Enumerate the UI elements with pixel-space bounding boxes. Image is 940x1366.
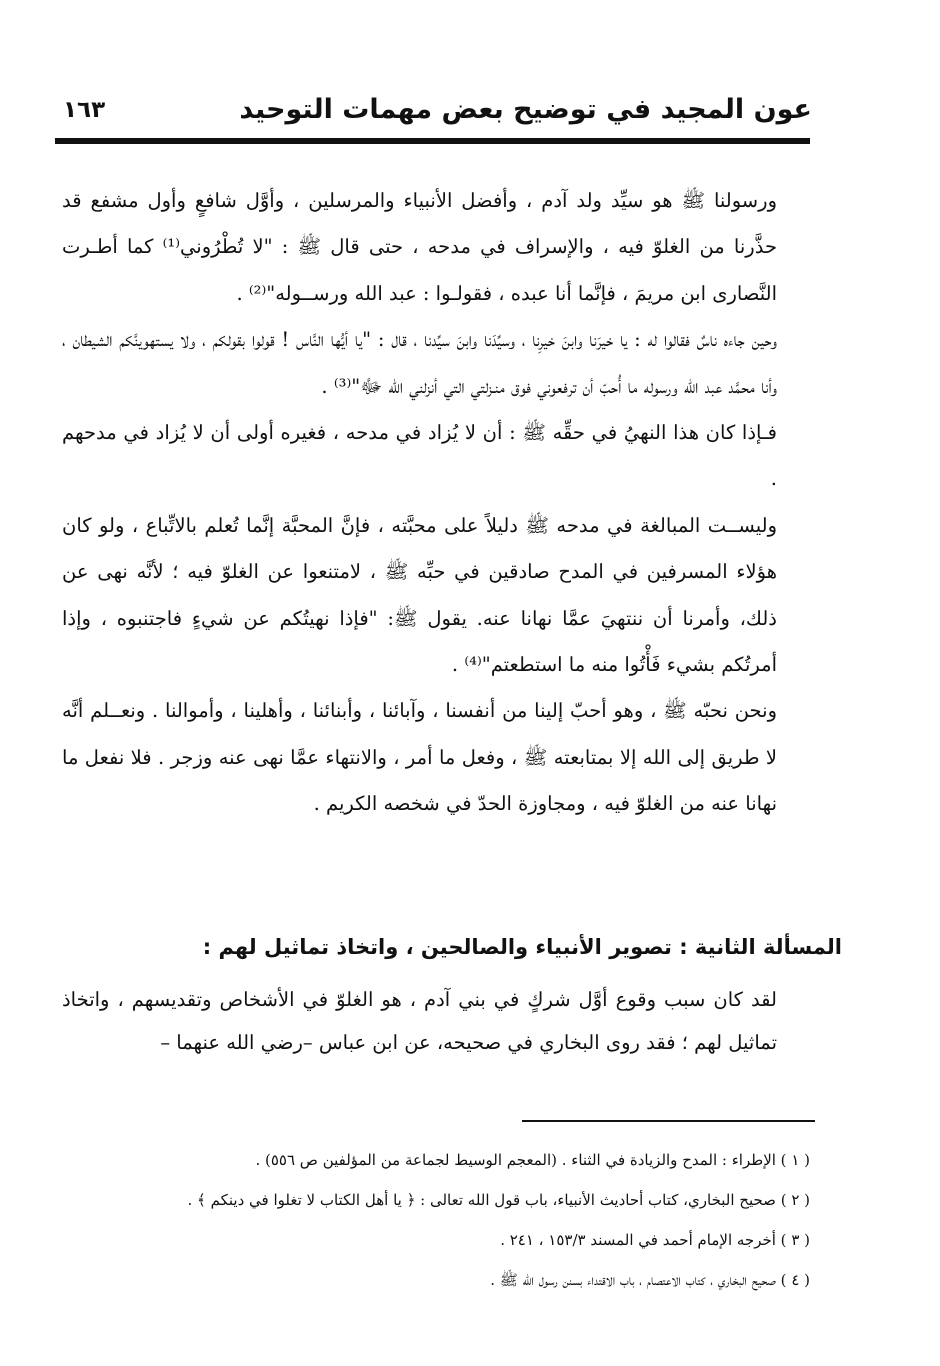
paragraph: ونحن نحبّه ﷺ ، وهو أحبّ إلينا من أنفسنا ، وآبائنا ، وأبنائنا ، وأهلينا ، وأموالنا . ونعــلم أنَّه لا طريق إلى الله إلا بمتابعته ﷺ ، وفعل ما أمر ، والانتهاء عمَّا نهى عنه وزجر . فلا نفعل ما نهانا عنه من الغلوّ فيه ، ومجاوزة الحدّ في شخصه الكريم .: [62, 699, 777, 816]
paragraph: لقد كان سبب وقوع أوَّل شركٍ في بني آدم ، هو الغلوّ في الأشخاص وتقديسهم ، واتخاذ تماثيل لهم ؛ فقد روى البخاري في صحيحه، عن ابن عباس –رضي الله عنهما –: [62, 988, 777, 1054]
footnote: ( ٢ ) صحيح البخاري، كتاب أحاديث الأنبياء، باب قول الله تعالى : ﴿ يا أهل الكتاب لا تغلوا في دينكم ﴾ .: [187, 1191, 810, 1209]
main-text: [62, 178, 777, 828]
footnote-rule: [522, 1120, 815, 1122]
paragraph: وحين جاءه ناسٌ فقالوا له : يا خيرَنا وابنَ خيرِنا ، وسيِّدَنا وابنَ سيِّدنا ، قال : "يا أيُّها النَّاس ! قولوا بقولكم ، ولا يستهوينَّكم الشيطان ، وأنا محمَّد عبد الله ورسوله ما أُحبّ أن ترفعوني فوق منـزلتي التي أنزلني الله ﷻ"⁽³⁾ .: [62, 328, 777, 398]
book-title: عون المجيد في توضيح بعض مهمات التوحيد: [239, 94, 812, 125]
footnotes: [50, 1140, 810, 1300]
running-header: [55, 88, 812, 132]
footnote: ( ٣ ) أخرجه الإمام أحمد في المسند ١٥٣/٣ ، ٢٤١ .: [500, 1231, 810, 1249]
section-text: [62, 978, 777, 1064]
header-rule: [55, 138, 810, 144]
footnote: ( ٤ ) صحيح البخاري ، كتاب الاعتصام ، باب الاقتداء بسنن رسول الله ﷺ .: [490, 1271, 810, 1289]
paragraph: ورسولنا ﷺ هو سيِّد ولد آدم ، وأفضل الأنبياء والمرسلين ، وأوَّل شافعٍ وأول مشفع قد حذَّرنا من الغلوّ فيه ، والإسراف في مدحه ، حتى قال ﷺ : "لا تُطْرُوني⁽¹⁾ كما أطـرت النَّصارى ابن مريمَ ، فإنَّما أنا عبده ، فقولـوا : عبد الله ورســوله"⁽²⁾ .: [62, 189, 778, 305]
paragraph: وليســت المبالغة في مدحه ﷺ دليلاً على محبَّته ، فإنَّ المحبَّة إنَّما تُعلم بالاتِّباع ، ولو كان هؤلاء المسرفين في المدح صادقين في حبِّه ﷺ ، لامتنعوا عن الغلوّ فيه ؛ لأنَّه نهى عن ذلك، وأمرنا أن ننتهيَ عمَّا نهانا عنه. يقول ﷺ: "فإذا نهيتُكم عن شيءٍ فاجتنبوه ، وإذا أمرتُكم بشيء فَأْتُوا منه ما استطعتم"⁽⁴⁾ .: [62, 513, 777, 677]
page-number: ١٦٣: [63, 97, 106, 123]
footnote: ( ١ ) الإطراء : المدح والزيادة في الثناء . (المعجم الوسيط لجماعة من المؤلفين ص ٥٥٦) .: [255, 1151, 810, 1169]
section-heading: المسألة الثانية : تصوير الأنبياء والصالحين ، واتخاذ تماثيل لهم :: [202, 935, 842, 959]
paragraph: فـإذا كان هذا النهيُ في حقِّه ﷺ : أن لا يُزاد في مدحه ، فغيره أولى أن لا يُزاد في مدحهم .: [62, 421, 777, 491]
